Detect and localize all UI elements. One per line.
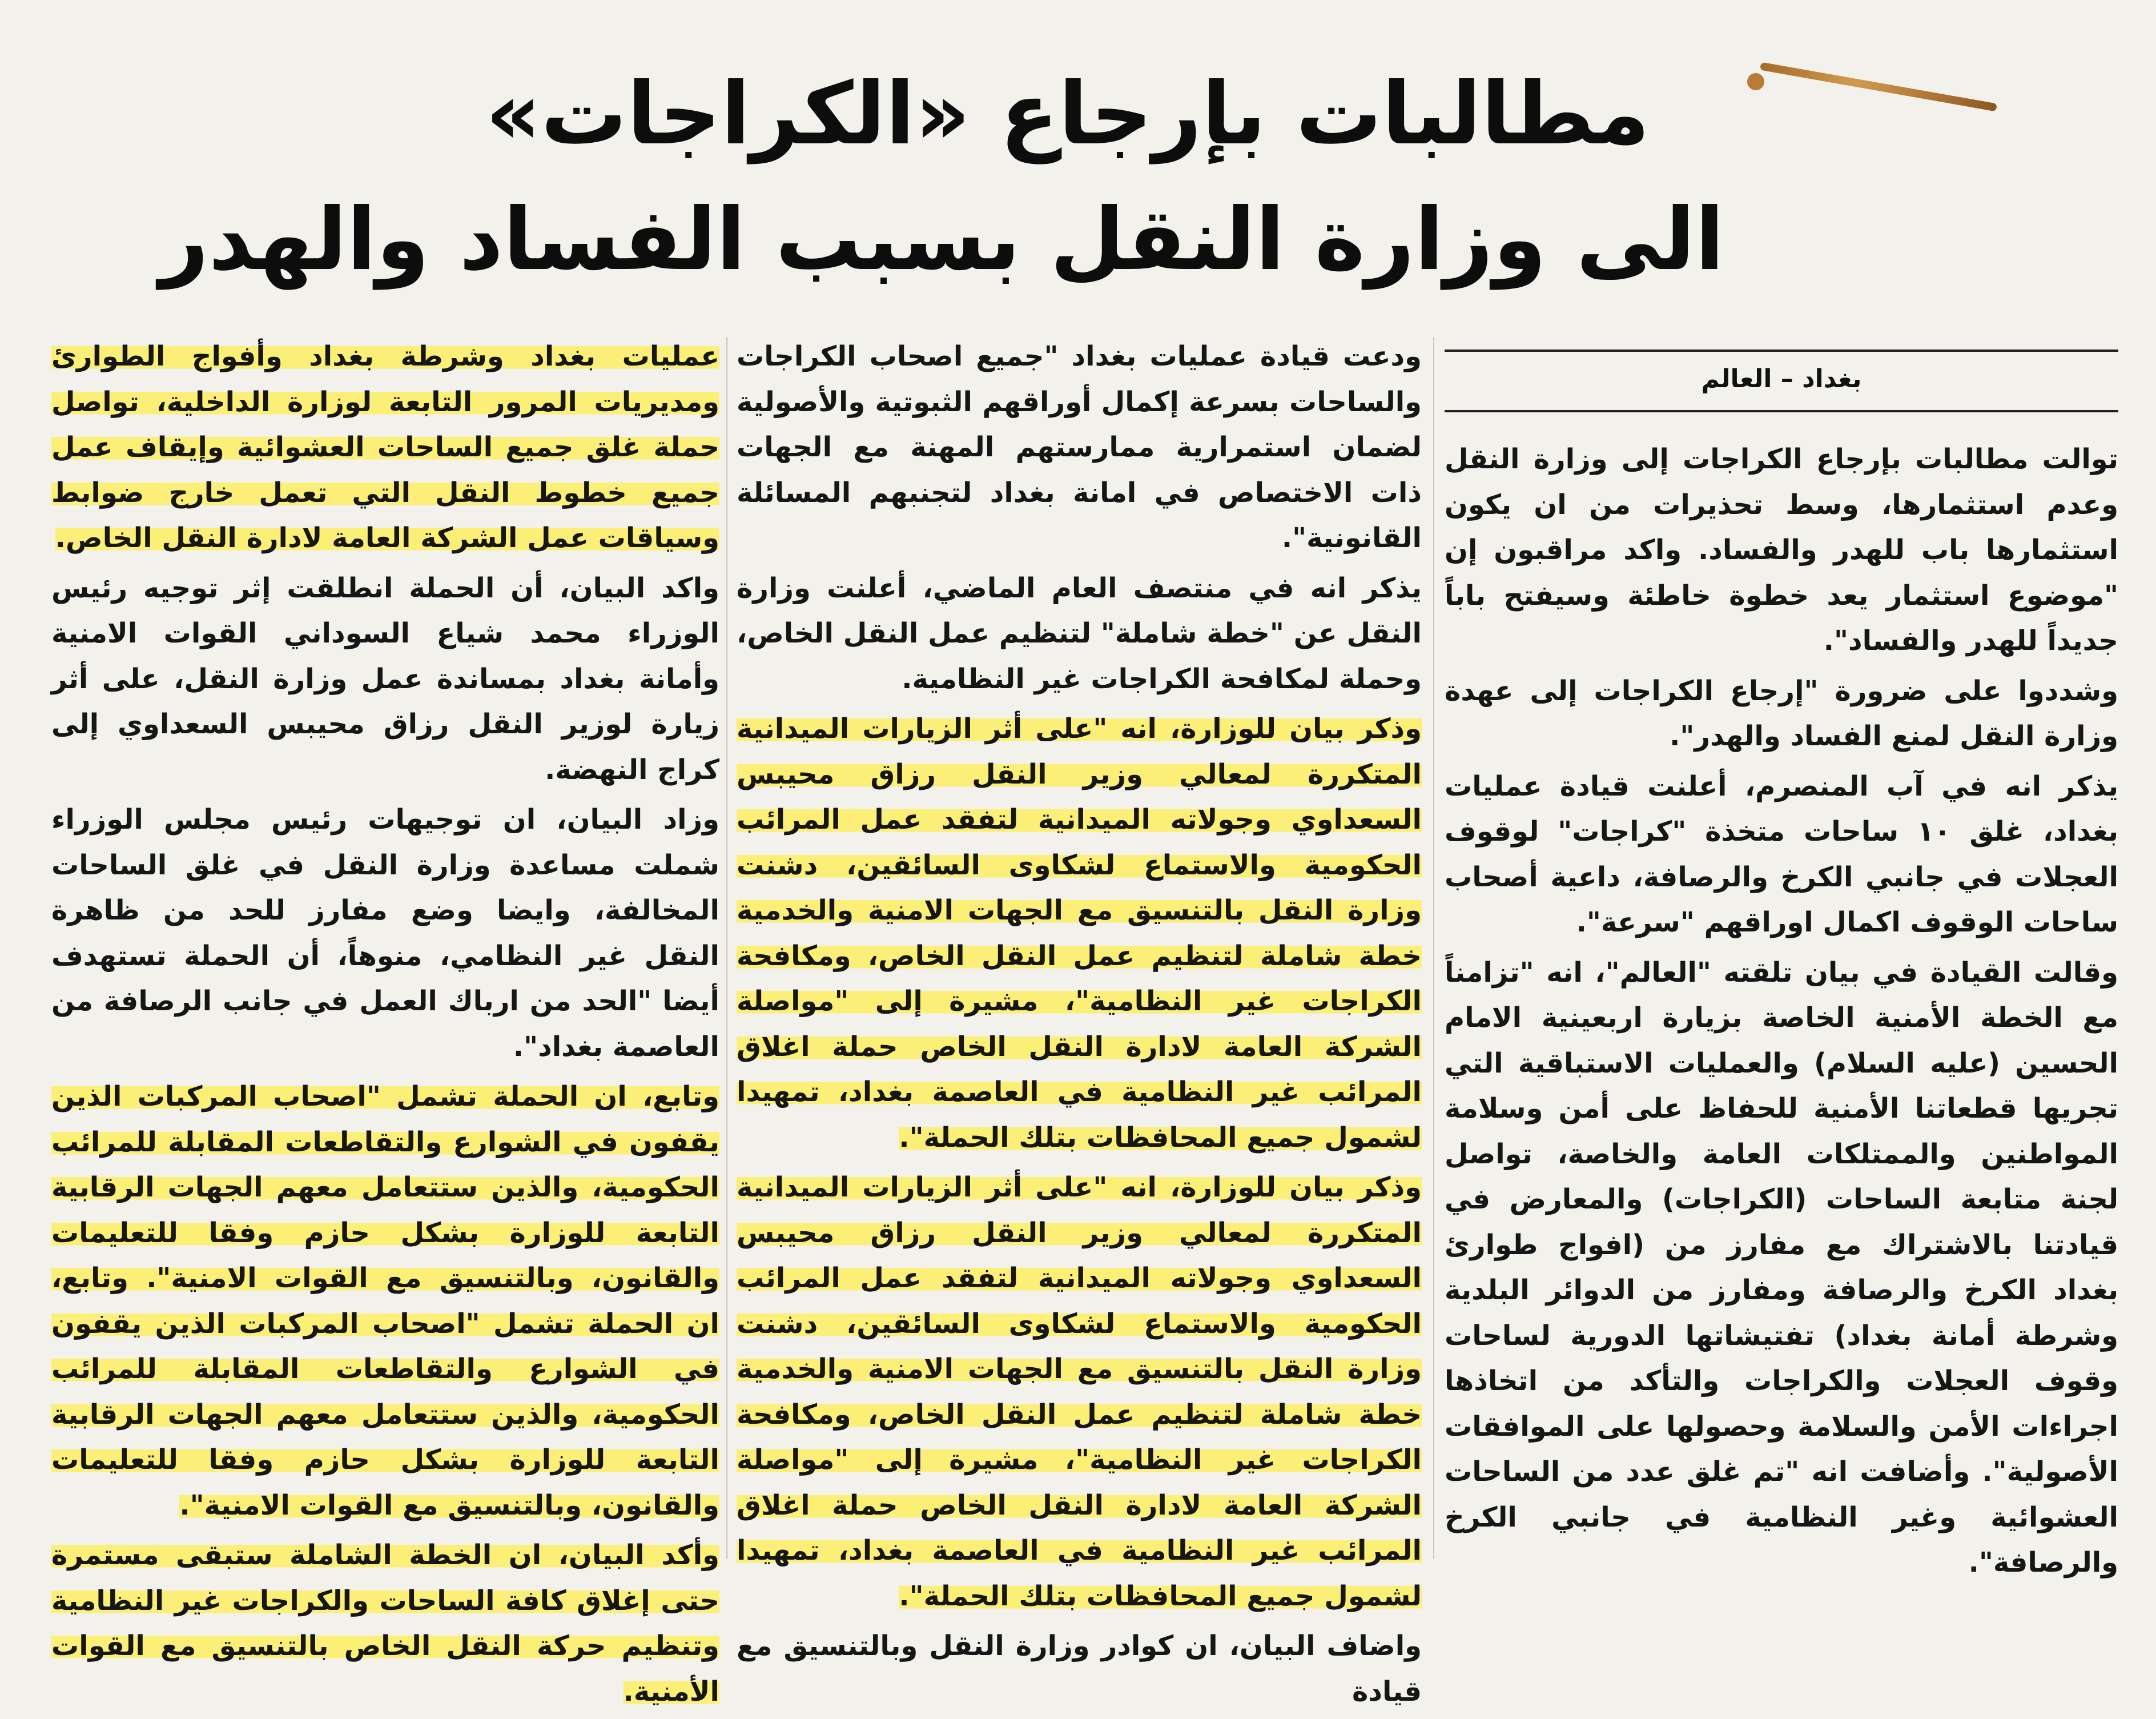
- paragraph: [51, 334, 719, 561]
- highlighted-text: وذكر بيان للوزارة، انه "على أثر الزيارات الميدانية المتكررة لمعالي وزير النقل رزاق محيبس السعداوي وجولاته الميدانية لتفقد عمل المرائب الحكومية والاستماع لشكاوى السائقين، دشنت وزارة النقل بالتنسيق مع الجهات الامنية والخدمية خطة شاملة لتنظيم عمل النقل الخاص، ومكافحة الكراجات غير النظامية"، مشيرة إلى "مواصلة الشركة العامة لادارة النقل الخاص حملة اغلاق المرائب غير النظامية في العاصمة بغداد، تمهيدا لشمول جميع المحافظات بتلك الحملة".: [737, 1171, 1422, 1612]
- paragraph: وزاد البيان، ان توجيهات رئيس مجلس الوزراء شملت مساعدة وزارة النقل في غلق الساحات المخالفة، وايضا وضع مفارز للحد من ظاهرة النقل غير النظامي، منوهاً، أن الحملة تستهدف أيضا "الحد من ارباك العمل في جانب الرصافة من العاصمة بغداد".: [51, 804, 719, 1063]
- paragraph: وقالت القيادة في بيان تلقته "العالم"، انه "تزامناً مع الخطة الأمنية الخاصة بزيارة اربعينية الامام الحسين (عليه السلام) والعمليات الاستباقية التي تجريها قطعاتنا الأمنية للحفاظ على أمن وسلامة المواطنين والممتلكات العامة والخاصة، تواصل لجنة متابعة الساحات (الكراجات) والمعارض في قيادتنا بالاشتراك مع مفارز من (افواج طوارئ بغداد الكرخ والرصافة ومفارز من الدوائر البلدية وشرطة أمانة بغداد) تفتيشاتها الدورية لساحات وقوف العجلات والكراجات والتأكد من اتخاذها اجراءات الأمن والسلامة وحصولها على الموافقات الأصولية". وأضافت انه "تم غلق عدد من الساحات العشوائية وغير النظامية في جانبي الكرخ والرصافة".: [1445, 956, 2118, 1579]
- paragraph: [737, 1165, 1422, 1619]
- byline-rule-top: [1445, 350, 2118, 352]
- highlighted-text: وذكر بيان للوزارة، انه "على أثر الزيارات الميدانية المتكررة لمعالي وزير النقل رزاق محيبس السعداوي وجولاته الميدانية لتفقد عمل المرائب الحكومية والاستماع لشكاوى السائقين، دشنت وزارة النقل بالتنسيق مع الجهات الامنية والخدمية خطة شاملة لتنظيم عمل النقل الخاص، ومكافحة الكراجات غير النظامية"، مشيرة إلى "مواصلة الشركة العامة لادارة النقل الخاص حملة اغلاق المرائب غير النظامية في العاصمة بغداد، تمهيدا لشمول جميع المحافظات بتلك الحملة".: [737, 713, 1422, 1154]
- paragraph: وشددوا على ضرورة "إرجاع الكراجات إلى عهدة وزارة النقل لمنع الفساد والهدر".: [1445, 674, 2118, 752]
- highlighted-text: وتابع، ان الحملة تشمل "اصحاب المركبات الذين يقفون في الشوارع والتقاطعات المقابلة للمرائب الحكومية، والذين ستتعامل معهم الجهات الرقابية التابعة للوزارة بشكل حازم وفقا للتعليمات والقانون، وبالتنسيق مع القوات الامنية". وتابع، ان الحملة تشمل "اصحاب المركبات الذين يقفون في الشوارع والتقاطعات المقابلة للمرائب الحكومية، والذين ستتعامل معهم الجهات الرقابية التابعة للوزارة بشكل حازم وفقا للتعليمات والقانون، وبالتنسيق مع القوات الامنية".: [51, 1081, 719, 1521]
- paragraph: توالت مطالبات بإرجاع الكراجات إلى وزارة النقل وعدم استثمارها، وسط تحذيرات من ان يكون استثمارها باب للهدر والفساد. واكد مراقبون إن "موضوع استثمار يعد خطوة خاطئة وسيفتح باباً جديداً للهدر والفساد".: [1445, 443, 2118, 657]
- byline-rule-bottom: [1445, 410, 2118, 412]
- paragraph: واكد البيان، أن الحملة انطلقت إثر توجيه رئيس الوزراء محمد شياع السوداني القوات الامنية وأمانة بغداد بمساندة عمل وزارة النقل، على أثر زيارة لوزير النقل رزاق محيبس السعداوي إلى كراج النهضة.: [51, 572, 719, 786]
- column-divider: [1433, 337, 1434, 1559]
- highlighted-text: وأكد البيان، ان الخطة الشاملة ستبقى مستمرة حتى إغلاق كافة الساحات والكراجات غير النظامية وتنظيم حركة النقل الخاص بالتنسيق مع القوات الأمنية.: [51, 1539, 719, 1708]
- headline: [159, 51, 1724, 303]
- article-column-middle: [737, 334, 1422, 1719]
- headline-line-2: الى وزارة النقل بسبب الفساد والهدر: [159, 190, 1724, 290]
- paragraph: واضاف البيان، ان كوادر وزارة النقل وبالتنسيق مع قيادة: [737, 1630, 1422, 1708]
- byline: بغداد – العالم: [1701, 364, 1862, 393]
- highlighted-text: عمليات بغداد وشرطة بغداد وأفواج الطوارئ ومديريات المرور التابعة لوزارة الداخلية، تواصل حملة غلق جميع الساحات العشوائية وإيقاف عمل جميع خطوط النقل التي تعمل خارج ضوابط وسياقات عمل الشركة العامة لادارة النقل الخاص.: [51, 340, 719, 554]
- paragraph: [51, 1074, 719, 1528]
- pin-head-icon: [1747, 73, 1764, 90]
- paragraph: يذكر انه في منتصف العام الماضي، أعلنت وزارة النقل عن "خطة شاملة" لتنظيم عمل النقل الخاص، وحملة لمكافحة الكراجات غير النظامية.: [737, 572, 1422, 695]
- paragraph: [51, 1533, 719, 1714]
- paragraph: يذكر انه في آب المنصرم، أعلنت قيادة عمليات بغداد، غلق ١٠ ساحات متخذة "كراجات" لوقوف العجلات في جانبي الكرخ والرصافة، داعية أصحاب ساحات الوقوف اكمال اوراقهم "سرعة".: [1445, 770, 2118, 938]
- article-column-right: [1445, 437, 2118, 1591]
- pin-icon: [1760, 62, 1997, 112]
- paragraph: [737, 706, 1422, 1160]
- article-column-left: [51, 334, 719, 1719]
- paragraph: ودعت قيادة عمليات بغداد "جميع اصحاب الكراجات والساحات بسرعة إكمال أوراقهم الثبوتية والأصولية لضمان استمرارية ممارستهم المهنة مع الجهات ذات الاختصاص في امانة بغداد لتجنبهم المسائلة القانونية".: [737, 340, 1422, 554]
- headline-line-1: مطالبات بإرجاع «الكراجات»: [485, 65, 1650, 164]
- column-divider: [726, 337, 727, 1559]
